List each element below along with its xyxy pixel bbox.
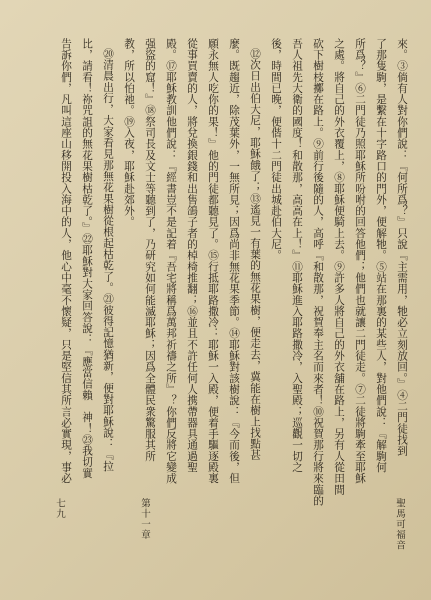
text-column-15: ⑳清晨出行，大家看見那無花果樹從根起枯乾了。㉑彼得記憶猶新，便對耶穌說：『拉 xyxy=(102,48,114,472)
text-column-5: 砍下樹枝擲在路上。⑨前行後隨的人，高呼『和散那，祝賀奉主名而來者！⑩祝賀那行將來臨的 xyxy=(312,38,324,507)
text-column-12: 殿。⑰耶穌教訓他們說：『經書豈不是記着『吾宅將稱爲萬邦祈禱之所』？你們反將它變成 xyxy=(165,38,177,484)
text-column-4: 之處。將自己的外衣覆上，⑧耶穌便騎上去。⑨許多人將自己的外衣舖在路上，另有人從田間 xyxy=(333,38,345,496)
text-column-9: 麼。既趨近，除茂葉外，一無所見；因爲尚非無花果季節。⑭耶穌對該樹說：『今而後，但 xyxy=(228,38,240,484)
text-column-17: 告訴你們，凡叫這座山移開投入海中的人，他心中毫不懷疑，只是堅信其所言必實現，事必 xyxy=(60,38,72,484)
text-column-7: 後，時間已晚，便偕十二門徒出城赴伯大尼。 xyxy=(270,38,282,261)
page-number: 七九 xyxy=(54,498,65,519)
running-footer-chapter: 第十一章 xyxy=(139,498,150,540)
text-column-11: 從事買賣的人，將兌換銀錢和出售鴿子者的棹椅推翻；⑯並且不許任何人携帶器具通過聖 xyxy=(186,38,198,473)
text-column-3: 所爲？』⑥二門徒乃照耶穌所吩咐的回答他們；他們也就讓二門徒走。⑦二徒將駒牽至耶穌 xyxy=(354,38,366,484)
text-column-1: 來。③倘有人對你們說：『何所爲？』只說『主需用，牠必立刻放回。』④二門徒找到 xyxy=(396,38,408,457)
text-column-13: 强盜的窟！』⑱祭司長及文士等聽到了，乃研究如何能滅耶穌；因爲全體民衆驚服其所 xyxy=(144,38,156,462)
text-column-10: 願永無人吃你的果！』他的門徒都聽見了。⑮行抵耶路撒冷：耶穌一入殿，便着手驅逐殿裏 xyxy=(207,38,219,484)
running-footer-title: 聖馬可福音 xyxy=(394,498,405,551)
text-column-2: 了那隻駒，是繫在十字路口的門外，便解牠。⑤站在那裏的某些人，對他們說：『解駒何 xyxy=(375,38,387,473)
text-column-14: 教，所以怕祂。⑲入夜，耶穌赴郊外。 xyxy=(123,38,135,228)
text-column-6: 吾人祖先大衛的國度！和散那，高高在上！』⑪耶穌進入耶路撒冷，入聖殿；巡觀一切之 xyxy=(291,38,303,473)
text-column-16: 比，請看！祢咒詛的無花果樹枯乾了。』㉒耶穌對大家回答說：『應當信賴 神！㉓我切實 xyxy=(81,38,93,479)
text-column-8: ⑫次日出伯大尼，耶穌餓了；⑬遙見一有葉的無花果樹，便走去，冀能在樹上找點甚 xyxy=(249,48,261,461)
